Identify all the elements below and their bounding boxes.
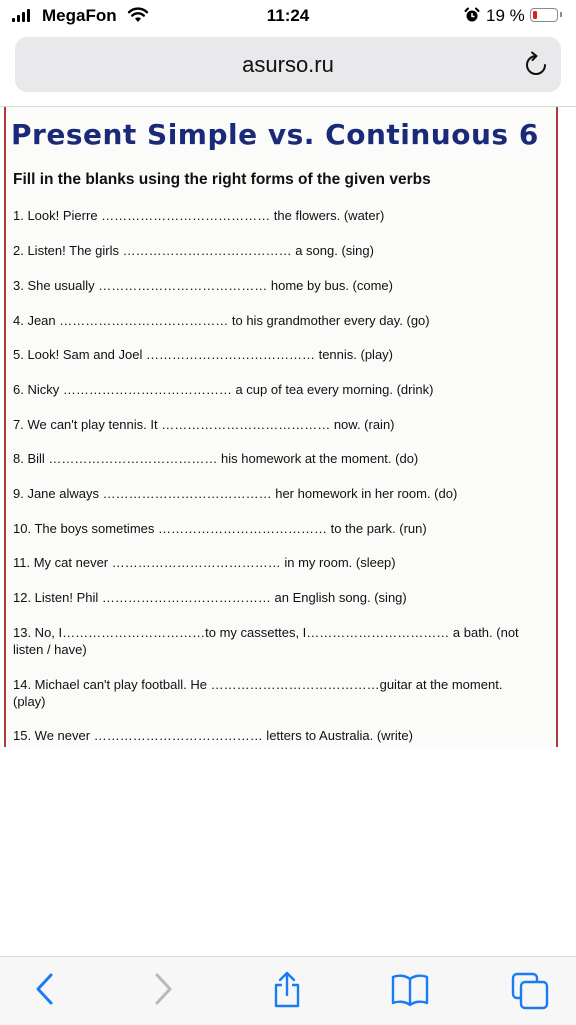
exercise-item: 4. Jean ………………………………… to his grandmother every day. (go) [13,313,430,328]
exercise-item: 11. My cat never ………………………………… in my room. (sleep) [13,555,396,570]
alarm-clock-icon [464,7,480,28]
instruction: Fill in the blanks using the right forms of the given verbs [13,171,431,188]
share-icon[interactable] [270,971,304,1014]
exercise-item: 3. She usually ………………………………… home by bus. (come) [13,278,393,293]
url-text[interactable]: asurso.ru [242,52,334,77]
worksheet-title: Present Simple vs. Continuous 6 [11,118,539,151]
status-time: 11:24 [266,6,310,25]
worksheet [4,107,558,747]
battery-icon [530,8,558,22]
status-bar [0,0,576,34]
exercise-item: 15. We never ………………………………… letters to Australia. (write) [13,728,413,743]
exercise-item: 6. Nicky ………………………………… a cup of tea every morning. (drink) [13,382,434,397]
exercise-item: 7. We can't play tennis. It ………………………………… now. (rain) [13,417,395,432]
exercise-item: 1. Look! Pierre ………………………………… the flowers. (water) [13,208,385,223]
exercise-item: 13. No, I……………………………to my cassettes, I…………………………… a bath. (not listen / have) [13,625,519,657]
exercise-item: 12. Listen! Phil ………………………………… an English song. (sing) [13,590,407,605]
margin-line [4,107,6,747]
bookmarks-icon[interactable] [390,971,430,1012]
exercise-item: 2. Listen! The girls ………………………………… a song. (sing) [13,243,374,258]
reload-icon[interactable] [523,51,549,84]
carrier-name: MegaFon [42,6,117,25]
forward-arrow-icon[interactable] [148,971,178,1012]
exercise-item: 8. Bill ………………………………… his homework at the moment. (do) [13,451,419,466]
battery-level [533,11,537,19]
exercise-item: 10. The boys sometimes ………………………………… to the park. (run) [13,521,427,536]
battery-percent: 19 % [486,6,525,25]
exercise-item: 5. Look! Sam and Joel ………………………………… tennis. (play) [13,347,394,362]
margin-line [556,107,558,747]
tabs-icon[interactable] [510,971,550,1016]
exercise-item: 14. Michael can't play football. He …………………………………guitar at the moment. (play) [13,677,503,709]
address-bar[interactable] [15,37,561,92]
browser-toolbar [0,956,576,1025]
exercise-item: 9. Jane always ………………………………… her homework in her room. (do) [13,486,458,501]
back-arrow-icon[interactable] [30,971,60,1012]
